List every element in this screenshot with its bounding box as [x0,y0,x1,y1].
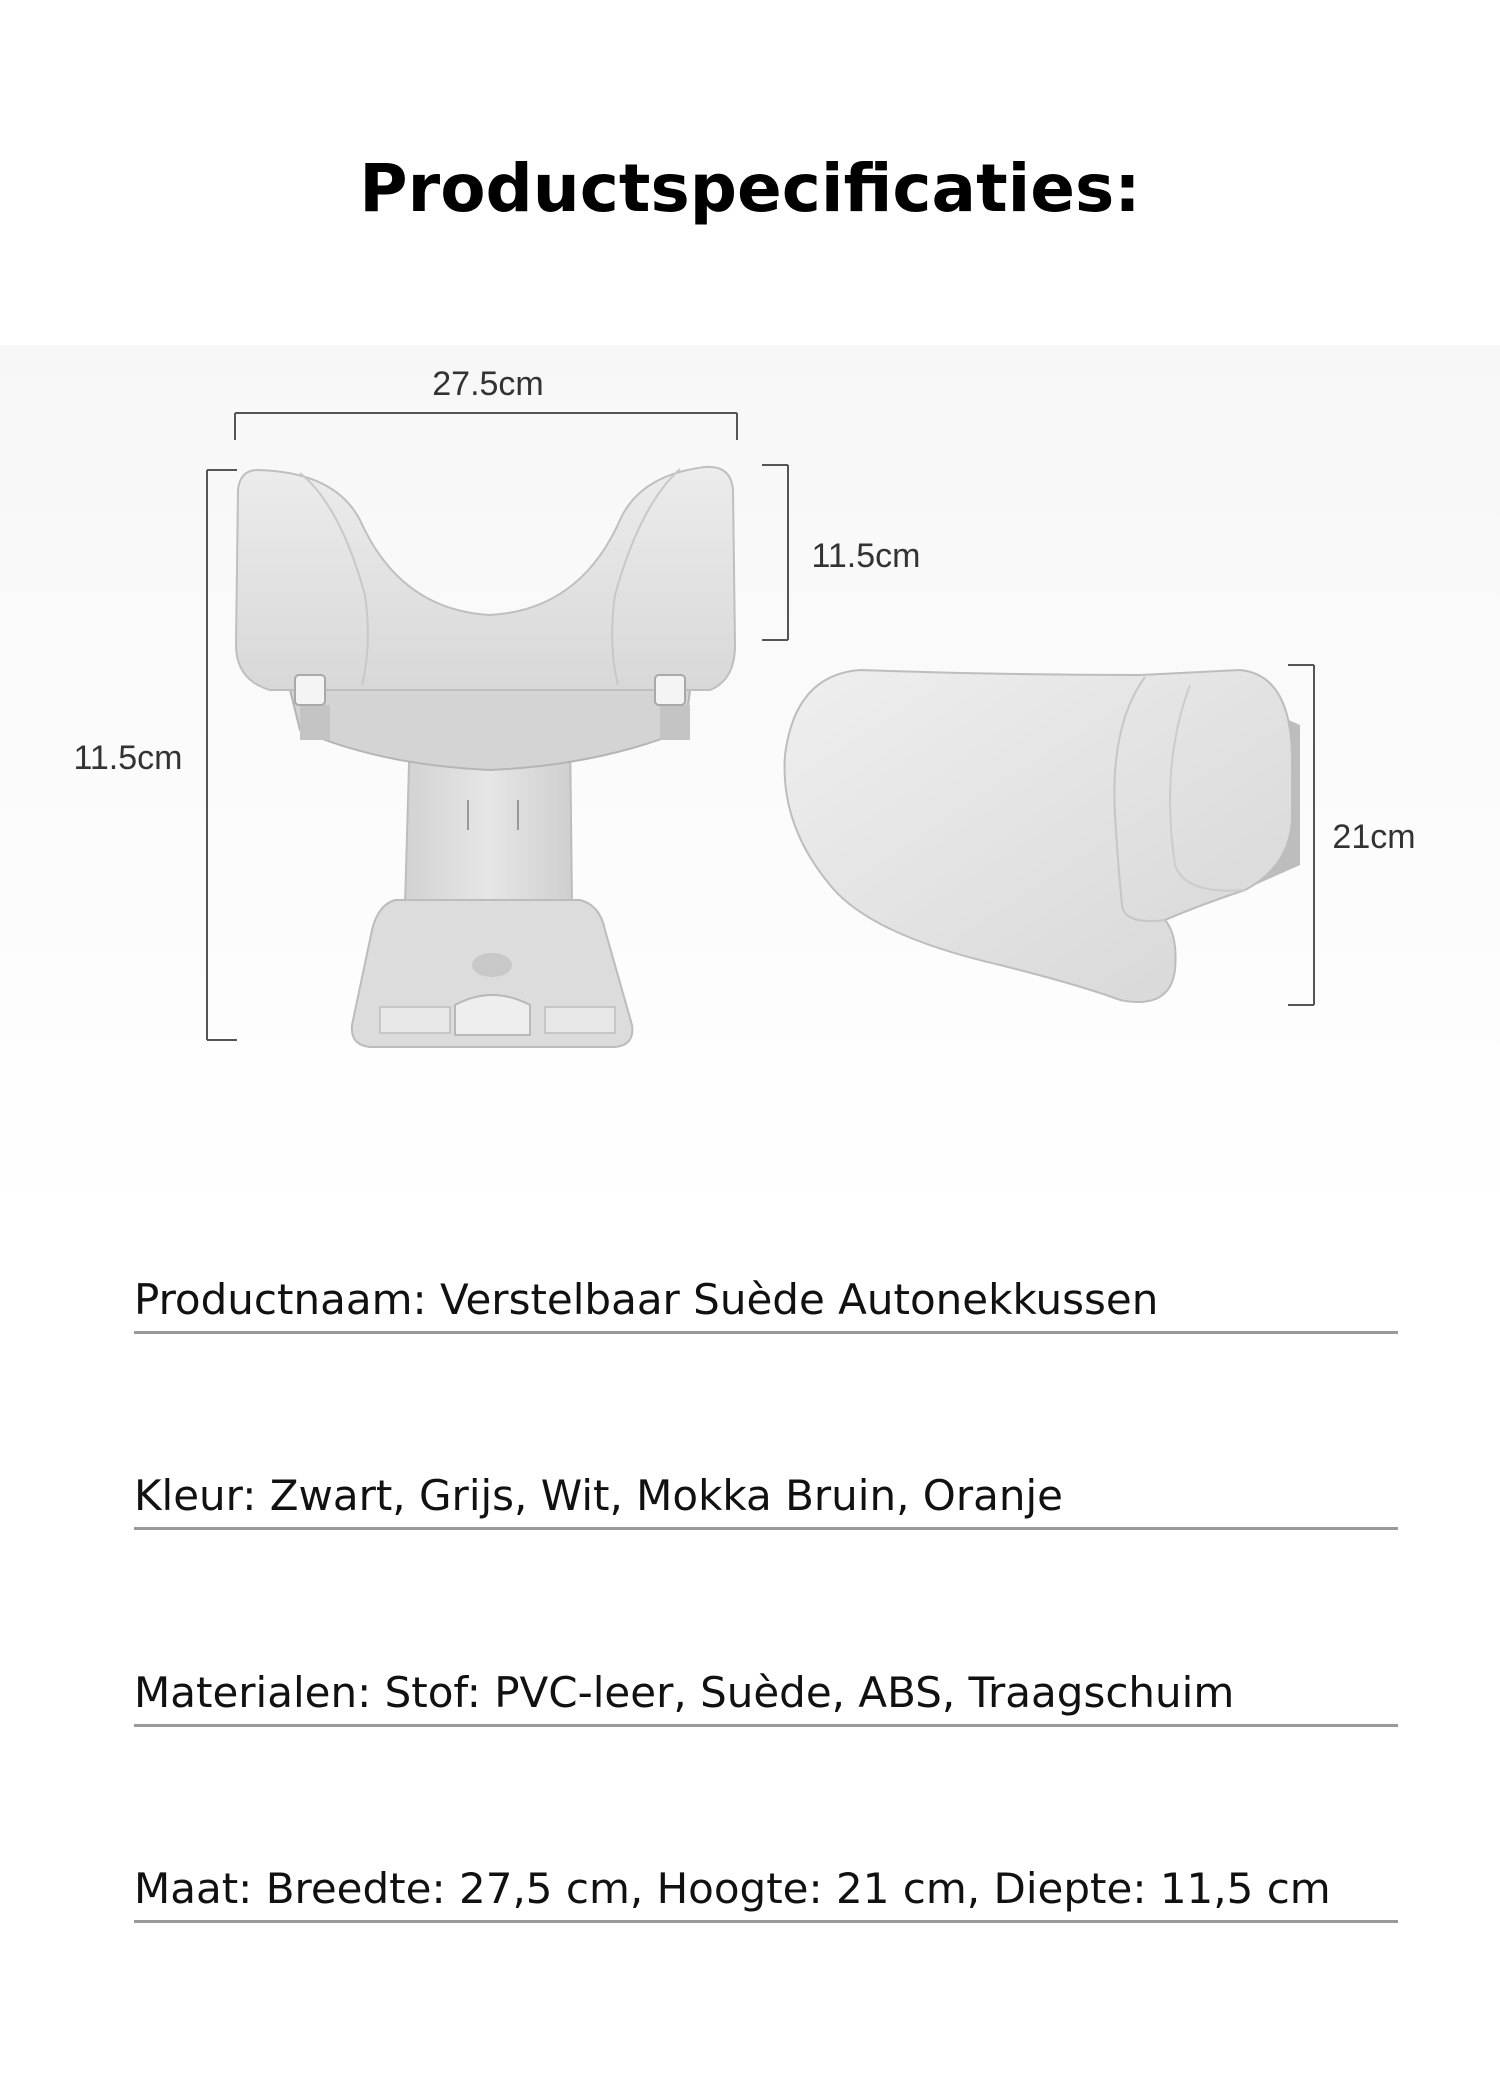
front-height-label: 11.5cm [73,739,183,777]
product-diagram [0,345,1500,1245]
spec-row-product-name [134,1275,1398,1334]
front-width-dimension [235,413,737,440]
front-view [236,467,735,1047]
spec-value: Verstelbaar Suède Autonekkussen [439,1275,1159,1324]
front-height-dimension [207,470,237,1040]
front-depth-label: 11.5cm [811,537,921,575]
spec-label: Maat: [134,1864,266,1913]
product-drawing [0,345,1500,1245]
side-view [785,670,1300,1002]
spec-value: Zwart, Grijs, Wit, Mokka Bruin, Oranje [269,1471,1063,1520]
spec-label: Kleur: [134,1471,270,1520]
front-depth-dimension [762,465,788,640]
side-height-label: 21cm [1332,818,1416,856]
page-title: Productspecificaties: [359,150,1141,227]
spec-row-materials [134,1668,1398,1727]
spec-label: Materialen: [134,1668,385,1717]
spec-row-color [134,1471,1398,1530]
front-width-label: 27.5cm [432,365,544,403]
spec-row-size [134,1864,1398,1923]
spec-value: Breedte: 27,5 cm, Hoogte: 21 cm, Diepte: 11,5 cm [265,1864,1331,1913]
spec-label: Productnaam: [134,1275,440,1324]
spec-value: Stof: PVC-leer, Suède, ABS, Traagschuim [384,1668,1235,1717]
